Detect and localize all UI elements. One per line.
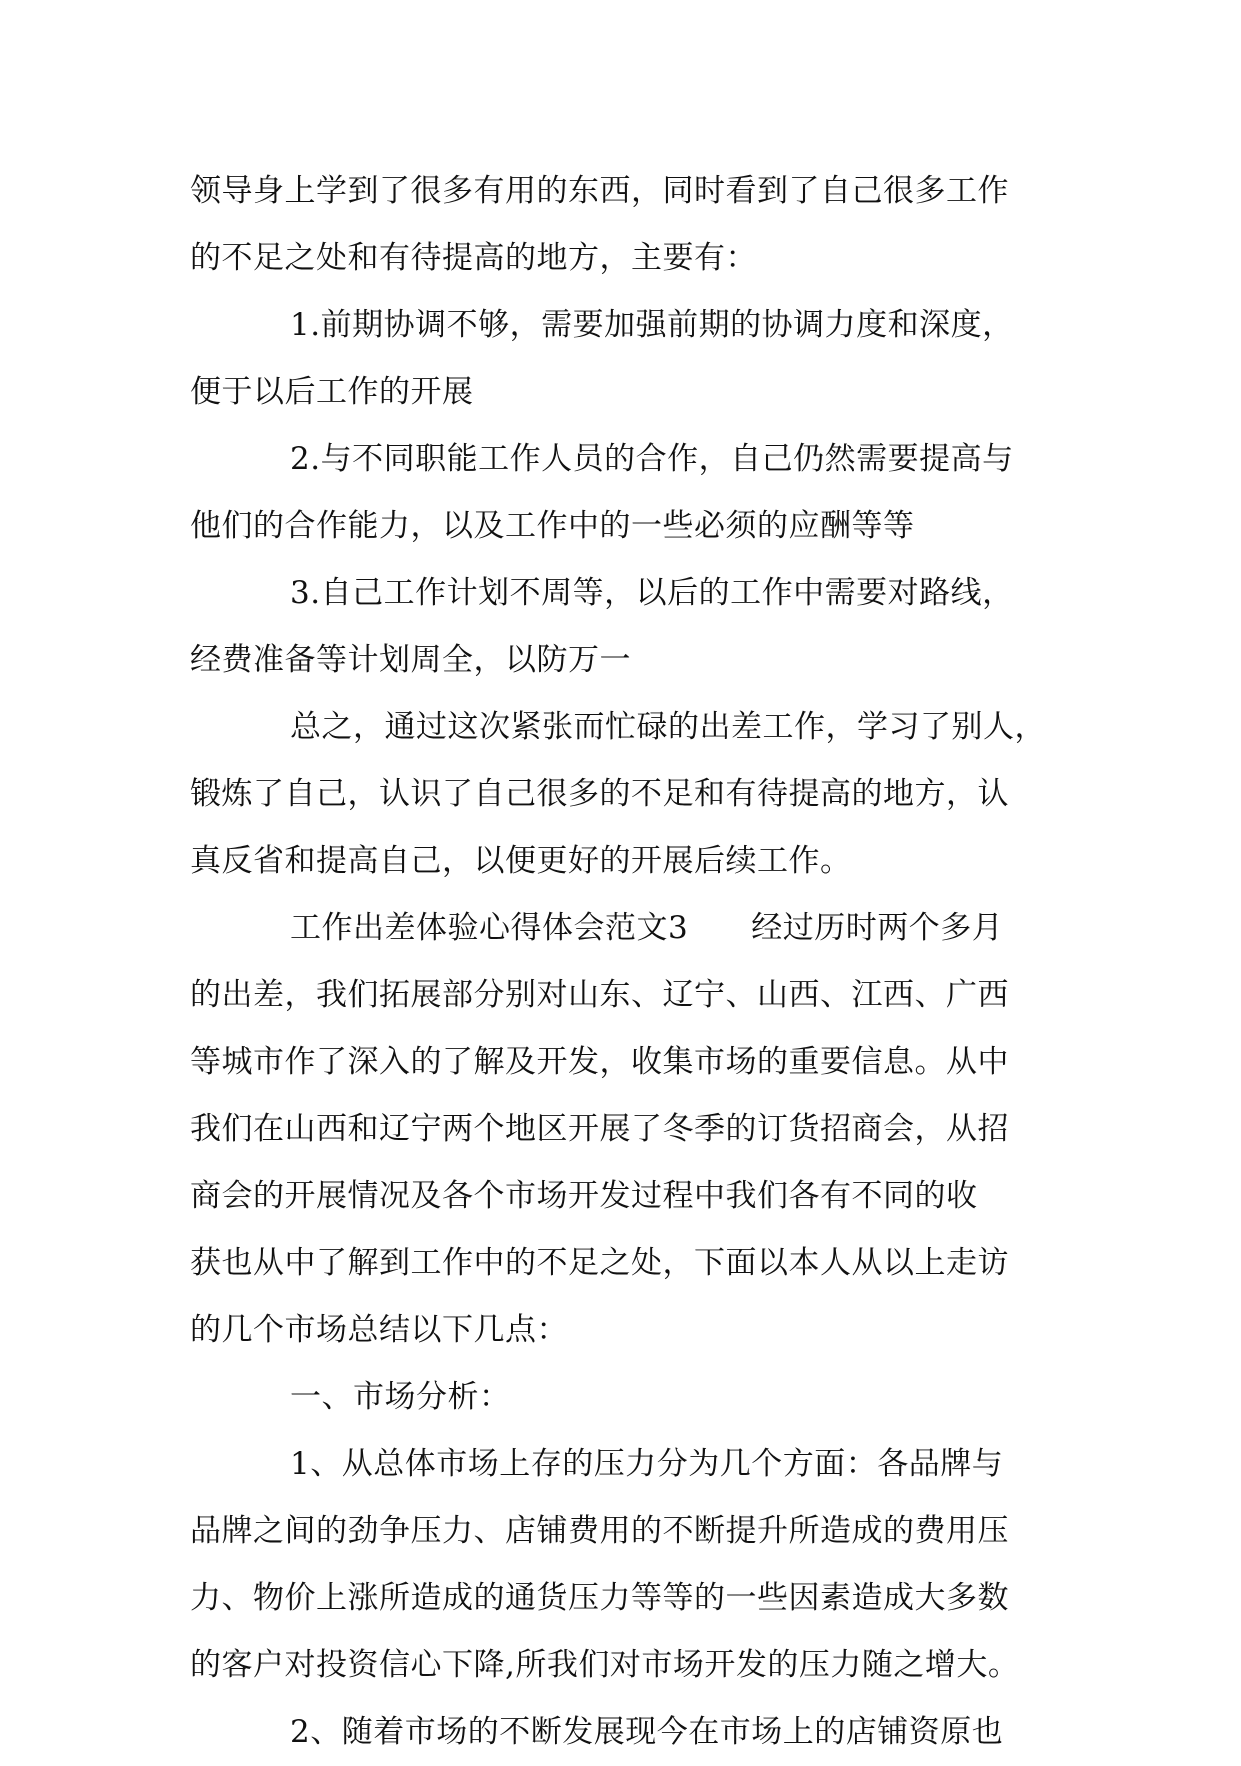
document-body (190, 158, 1054, 1766)
text-line: 锻炼了自己，认识了自己很多的不足和有待提高的地方，认 (190, 776, 1009, 812)
text-line: 1、从总体市场上存的压力分为几个方面：各品牌与 (290, 1446, 1004, 1482)
text-line: 真反省和提高自己，以便更好的开展后续工作。 (190, 843, 852, 879)
text-line: 便于以后工作的开展 (190, 374, 474, 410)
text-line: 等城市作了深入的了解及开发，收集市场的重要信息。从中 (190, 1044, 1009, 1080)
text-line: 经费准备等计划周全，以防万一 (190, 642, 631, 678)
text-line: 力、物价上涨所造成的通货压力等等的一些因素造成大多数 (190, 1580, 1009, 1616)
text-line: 领导身上学到了很多有用的东西，同时看到了自己很多工作 (190, 173, 1009, 209)
text-line: 获也从中了解到工作中的不足之处，下面以本人从以上走访 (190, 1245, 1009, 1281)
text-line: 2.与不同职能工作人员的合作，自己仍然需要提高与 (290, 441, 1014, 477)
text-line: 一、市场分析： (290, 1379, 511, 1415)
text-line: 的几个市场总结以下几点： (190, 1312, 568, 1348)
text-line: 总之，通过这次紧张而忙碌的出差工作，学习了别人， (290, 709, 1046, 745)
text-line: 的不足之处和有待提高的地方，主要有： (190, 240, 757, 276)
text-line: 我们在山西和辽宁两个地区开展了冬季的订货招商会，从招 (190, 1111, 1009, 1147)
text-line: 3.自己工作计划不周等，以后的工作中需要对路线， (290, 575, 1014, 611)
text-line: 商会的开展情况及各个市场开发过程中我们各有不同的收 (190, 1178, 978, 1214)
text-line: 的客户对投资信心下降,所我们对市场开发的压力随之增大。 (190, 1647, 1020, 1683)
text-line: 2、随着市场的不断发展现今在市场上的店铺资原也 (290, 1714, 1004, 1750)
text-line: 1.前期协调不够，需要加强前期的协调力度和深度， (290, 307, 1014, 343)
text-line: 的出差，我们拓展部分别对山东、辽宁、山西、江西、广西 (190, 977, 1009, 1013)
text-line: 他们的合作能力，以及工作中的一些必须的应酬等等 (190, 508, 915, 544)
text-line: 品牌之间的劲争压力、店铺费用的不断提升所造成的费用压 (190, 1513, 1009, 1549)
text-line: 工作出差体验心得体会范文3 经过历时两个多月 (290, 910, 1004, 946)
